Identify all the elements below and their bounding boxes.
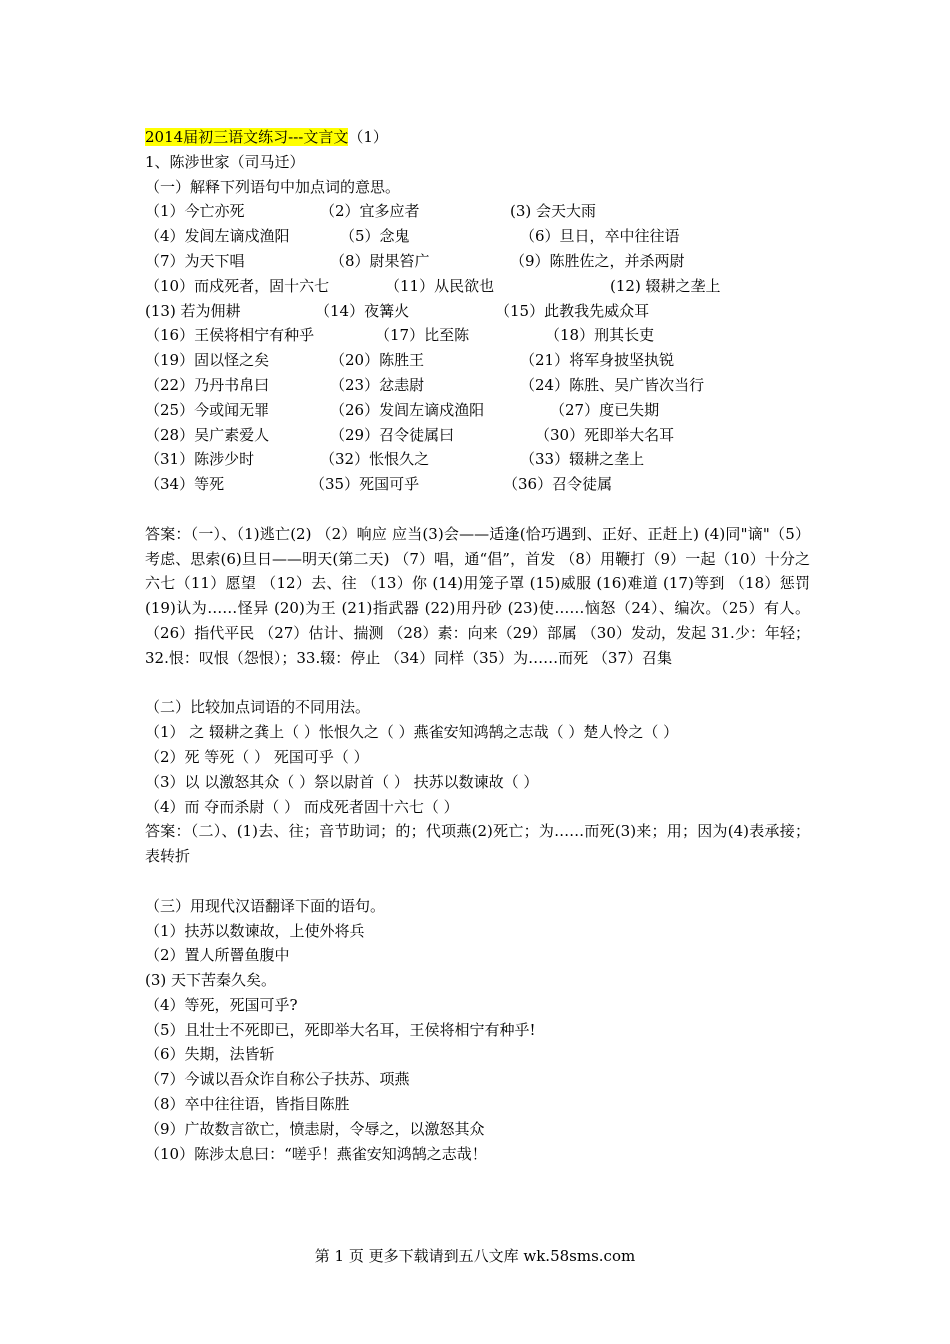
part1-vocab-list: [145, 199, 810, 497]
part3-item: （4）等死，死国可乎?: [145, 995, 298, 1014]
part1-heading: （一）解释下列语句中加点词的意思。: [145, 177, 401, 196]
vocab-item: （9）陈胜佐之，并杀两尉: [510, 251, 685, 270]
vocab-row: [145, 398, 810, 423]
vocab-item: （2）宜多应者: [320, 202, 420, 221]
vocab-item: （33）辍耕之垄上: [520, 450, 645, 469]
vocab-item: （27）度已失期: [550, 400, 660, 419]
part3-item: （8）卒中往往语，皆指目陈胜: [145, 1095, 350, 1114]
vocab-item: （29）召令徒属曰: [330, 425, 455, 444]
part3-heading: （三）用现代汉语翻译下面的语句。: [145, 896, 386, 915]
vocab-item: （20）陈胜王: [330, 351, 425, 370]
vocab-item: （19）固以怪之矣: [145, 351, 270, 370]
vocab-item: （4）发闾左谪戍渔阳: [145, 227, 290, 246]
part3-item: （6）失期，法皆斩: [145, 1045, 275, 1064]
vocab-row: [145, 323, 810, 348]
vocab-item: （24）陈胜、吴广皆次当行: [520, 375, 705, 394]
vocab-item: (3) 会天大雨: [510, 202, 597, 221]
vocab-item: （11）从民欲也: [385, 276, 495, 295]
vocab-item: （35）死国可乎: [310, 475, 420, 494]
spacer: [145, 671, 810, 696]
part3-item: （10）陈涉太息曰：“嗟乎！燕雀安知鸿鹄之志哉！: [145, 1144, 487, 1163]
page-footer: 第 1 页 更多下载请到五八文库 wk.58sms.com: [314, 1247, 636, 1265]
part3-item: （2）置人所罾鱼腹中: [145, 946, 290, 965]
vocab-row: [145, 249, 810, 274]
part2-item: （3）以 以激怒其众（ ）祭以尉首（ ） 扶苏以数谏故（ ）: [145, 772, 539, 791]
vocab-row: [145, 274, 810, 299]
part2-item: （1） 之 辍耕之龚上（ ）怅恨久之（ ）燕雀安知鸿鹄之志哉（ ）楚人怜之（ ）: [145, 723, 679, 742]
section-title: 1、陈涉世家（司马迁）: [145, 152, 305, 171]
vocab-item: （28）吴广素爱人: [145, 425, 270, 444]
part3-item: （5）且壮士不死即已，死即举大名耳，王侯将相宁有种乎!: [145, 1020, 536, 1039]
vocab-row: [145, 348, 810, 373]
vocab-item: （36）召令徒属: [503, 475, 613, 494]
spacer: [145, 497, 810, 522]
vocab-item: （18）刑其长吏: [545, 326, 655, 345]
vocab-item: （17）比至陈: [375, 326, 470, 345]
vocab-item: （8）尉果笞广: [330, 251, 430, 270]
vocab-item: （23）忿恚尉: [330, 375, 425, 394]
vocab-row: [145, 199, 810, 224]
vocab-item: （32）怅恨久之: [320, 450, 430, 469]
vocab-item: （34）等死: [145, 475, 225, 494]
vocab-item: （10）而戍死者，固十六七: [145, 276, 330, 295]
vocab-item: （15）此教我先威众耳: [495, 301, 650, 320]
spacer: [145, 869, 810, 894]
vocab-item: （16）王侯将相宁有种乎: [145, 326, 315, 345]
vocab-item: （30）死即举大名耳: [535, 425, 675, 444]
vocab-item: （22）乃丹书帛曰: [145, 375, 270, 394]
vocab-row: [145, 373, 810, 398]
part2-heading: （二）比较加点词语的不同用法。: [145, 698, 371, 717]
vocab-item: （14）夜篝火: [315, 301, 410, 320]
document-title: [145, 125, 810, 150]
vocab-row: [145, 423, 810, 448]
vocab-item: （25）今或闻无罪: [145, 400, 270, 419]
vocab-item: (13) 若为佣耕: [145, 301, 241, 320]
vocab-item: （1）今亡亦死: [145, 202, 245, 221]
vocab-item: （5）念鬼: [340, 227, 410, 246]
part1-answer: 答案：（一）、（1)逃亡(2) （2）响应 应当(3)会——适逢(恰巧遇到、正好、正赶上) (4)同"谪"（5）考虑、思索(6)旦日——明天(第二天) （7）唱，通“倡”，首发 （8）用鞭打（9）一起（10）十分之六七（11）愿望 （12）去、往 （13）你 (14)用笼子罩 (15)威服 (16)难道 (17)等到 （18）惩罚(19)认为……怪异 (20)为王 (21)指武器 (22)用丹砂 (23)使……恼怒（24）、编次。（25）有人。（26）指代平民 （27）估计、揣测 （28）素：向来（29）部属 （30）发动，发起 31.少：年轻；32.恨：叹恨（怨恨）；33.辍：停止 （34）同样（35）为……而死 （37）召集: [145, 524, 810, 667]
part3-item: (3) 天下苦秦久矣。: [145, 971, 277, 990]
vocab-item: （7）为天下唱: [145, 251, 245, 270]
vocab-row: [145, 224, 810, 249]
vocab-item: （21）将军身披坚执锐: [520, 351, 675, 370]
document-content: [145, 125, 810, 1166]
part2-item: （2）死 等死（ ） 死国可乎（ ）: [145, 747, 369, 766]
vocab-item: （6）旦日，卒中往往语: [520, 227, 680, 246]
vocab-item: （26）发闾左谪戍渔阳: [330, 400, 485, 419]
vocab-item: （31）陈涉少时: [145, 450, 255, 469]
part3-item: （9）广故数言欲亡，愤恚尉，令辱之，以激怒其众: [145, 1119, 485, 1138]
title-suffix: （1）: [348, 128, 388, 146]
part3-item: （1）扶苏以数谏故，上使外将兵: [145, 921, 365, 940]
vocab-row: [145, 447, 810, 472]
vocab-row: [145, 472, 810, 497]
vocab-item: (12) 辍耕之垄上: [610, 276, 721, 295]
part2-item: （4）而 夺而杀尉（ ） 而戍死者固十六七（ ）: [145, 797, 459, 816]
title-highlight: 2014届初三语文练习---文言文: [145, 128, 349, 146]
vocab-row: [145, 299, 810, 324]
part3-item: （7）今诚以吾众诈自称公子扶苏、项燕: [145, 1070, 410, 1089]
part2-answer: 答案：（二）、(1)去、往；音节助词；的；代项燕(2)死亡；为……而死(3)来；用；因为(4)表承接；表转折: [145, 822, 810, 866]
